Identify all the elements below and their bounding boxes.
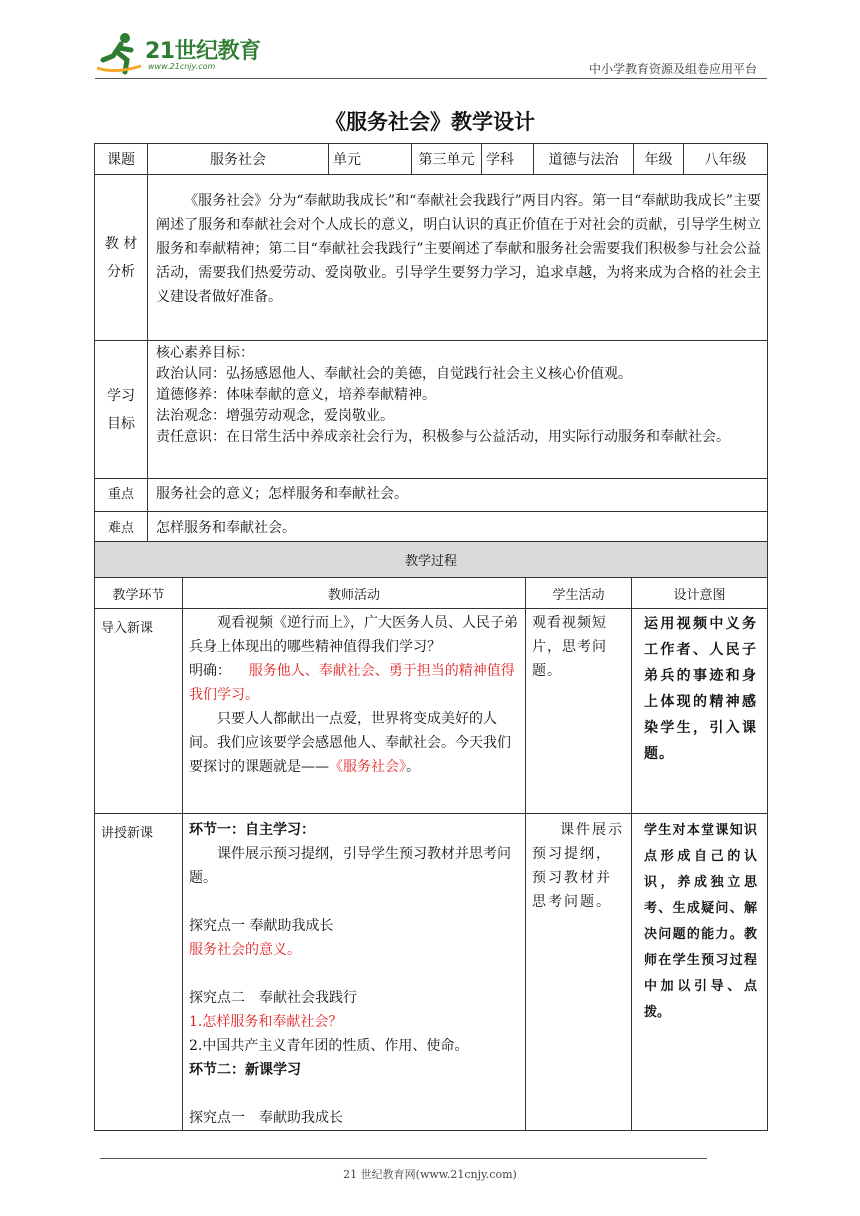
unit-value: 第三单元 [412,144,482,175]
intro-design: 运用视频中义务工作者、人民子弟兵的事迹和身上体现的精神感染学生，引入课题。 [632,609,768,814]
goals-line: 道德修养：体味奉献的意义，培养奉献精神。 [156,387,436,403]
subject-value: 服务社会 [148,144,329,175]
intro-row [95,609,768,814]
goals-label: 学习 目标 [95,341,148,479]
info-row [95,144,768,175]
process-title-row [95,542,768,578]
subject-label: 课题 [95,144,148,175]
key-point-label: 重点 [95,479,148,512]
process-table [94,541,768,1131]
analysis-label: 教 材 分析 [95,175,148,341]
info-table [94,143,768,542]
section1-text: 课件展示预习提纲，引导学生预习教材并思考问题。 [189,846,511,886]
explore2-red: 1.怎样服务和奉献社会？ [189,1014,343,1030]
intro-teacher-p1: 观看视频《逆行而上》，广大医务人员、人民子弟兵身上体现出的哪些精神值得我们学习？ [189,615,518,655]
explore2-item2: 2.中国共产主义青年团的性质、作用、使命。 [189,1038,469,1054]
intro-teacher [183,609,526,814]
explore1-red: 服务社会的意义。 [189,942,301,958]
analysis-row [95,175,768,341]
course-label: 学科 [482,144,534,175]
intro-student: 观看视频短片，思考问题。 [526,609,632,814]
lecture-stage: 讲授新课 [95,814,183,1131]
difficulty-row [95,512,768,542]
analysis-text-cell [148,175,768,341]
col-stage: 教学环节 [95,578,183,609]
lecture-student: 课件展示预习提纲，预习教材并思考问题。 [526,814,632,1131]
analysis-text: 《服务社会》分为“奉献助我成长”和“奉献社会我践行”两目内容。第一目“奉献助我成长”主要阐述了服务和奉献社会对个人成长的意义，明白认识的真正价值在于对社会的贡献，引导学生树立服务和奉献精神；第二目“奉献社会我践行”主要阐述了奉献和服务社会需要我们积极参与社会公益活动，需要我们热爱劳动、爱岗敬业。引导学生要努力学习，追求卓越，为将来成为合格的社会主义建设者做好准备。 [156,193,761,305]
goals-line: 责任意识：在日常生活中养成亲社会行为，积极参与公益活动，用实际行动服务和奉献社会。 [156,429,730,445]
key-point-text: 服务社会的意义；怎样服务和奉献社会。 [148,479,768,512]
process-title: 教学过程 [95,542,768,578]
goals-cell [148,341,768,479]
process-header-row [95,578,768,609]
lecture-teacher [183,814,526,1131]
runner-icon [95,30,145,76]
page-header [95,30,767,80]
grade-label: 年级 [634,144,684,175]
explore2: 探究点二 奉献社会我践行 [189,990,357,1006]
platform-name: 中小学教育资源及组卷应用平台 [588,62,757,76]
goals-list [156,343,761,448]
explore3: 探究点一 奉献助我成长 [189,1110,343,1126]
course-value: 道德与法治 [534,144,634,175]
site-logo[interactable] [95,30,265,78]
section1-title: 环节一：自主学习： [189,822,315,838]
intro-stage: 导入新课 [95,609,183,814]
goals-line: 法治观念：增强劳动观念，爱岗敬业。 [156,408,394,424]
unit-label: 单元 [329,144,412,175]
difficulty-text: 怎样服务和奉献社会。 [148,512,768,542]
intro-teacher-p2: 只要人人都献出一点爱，世界将变成美好的人间。我们应该要学会感恩他人、奉献社会。今天我们要探讨的课题就是——《服务社会》。 [189,711,511,775]
difficulty-label: 难点 [95,512,148,542]
lecture-design: 学生对本堂课知识点形成自己的认识，养成独立思考、生成疑问、解决问题的能力。教师在学生预习过程中加以引导、点拨。 [632,814,768,1131]
logo-url: www.21cnjy.com [148,62,216,71]
col-student: 学生活动 [526,578,632,609]
page-title: 《服务社会》教学设计 [325,109,535,134]
header-divider [95,78,767,79]
explore1: 探究点一 奉献助我成长 [189,918,334,934]
footer-text[interactable]: 21 世纪教育网(www.21cnjy.com) [343,1168,517,1181]
section2-title: 环节二：新课学习 [189,1062,301,1078]
col-teacher: 教师活动 [183,578,526,609]
goals-line: 政治认同：弘扬感恩他人、奉献社会的美德，自觉践行社会主义核心价值观。 [156,366,632,382]
goals-line: 核心素养目标： [156,345,254,361]
lecture-row [95,814,768,1131]
footer-divider [100,1158,707,1159]
key-point-row [95,479,768,512]
logo-text: 21世纪教育 [145,39,261,64]
intro-teacher-clear: 明确： 服务他人、奉献社会、勇于担当的精神值得我们学习。 [189,663,515,703]
goals-row [95,341,768,479]
col-design: 设计意图 [632,578,768,609]
grade-value: 八年级 [684,144,768,175]
